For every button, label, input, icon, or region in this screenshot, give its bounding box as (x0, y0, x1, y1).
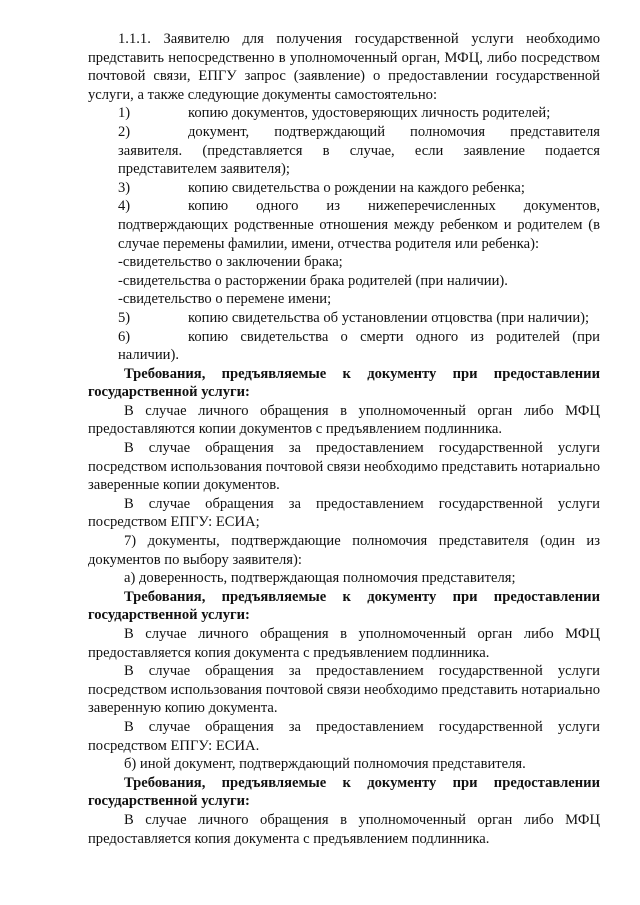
list-item-number: 1) (118, 105, 131, 122)
section-paragraph: В случае обращения за предоставлением государственной услуги посредством ЕПГУ: ЕСИА; (88, 495, 600, 531)
intro-paragraph: 1.1.1. Заявителю для получения государственной услуги необходимо представить непосредственно в уполномоченный орган, МФЦ, либо посредством почтовой связи, ЕПГУ запрос (заявление) о предоставлении государственной услуги, а также следующие документы самостоятельно: (88, 31, 600, 103)
list-item-text: копию свидетельства о рождении на каждого ребенка; (188, 179, 525, 196)
list-item-number: 2) (118, 123, 131, 140)
document-page (88, 30, 600, 848)
list-item-7: 7) документы, подтверждающие полномочия представителя (один из документов по выбору заявителя): (88, 533, 600, 568)
list-item-5 (88, 309, 600, 328)
section-paragraph: В случае личного обращения в уполномоченный орган либо МФЦ предоставляются копии документов с предъявлением подлинника. (88, 402, 600, 438)
section-paragraph: В случае обращения за предоставлением государственной услуги посредством использования почтовой связи необходимо представить нотариально заверенные копии документов. (88, 440, 600, 494)
list-item-3 (88, 179, 600, 198)
dash-item-2: -свидетельства о расторжении брака родителей (при наличии). (118, 272, 508, 289)
list-item-number: 4) (118, 198, 131, 215)
section-paragraph: В случае обращения за предоставлением государственной услуги посредством использования почтовой связи необходимо представить нотариально заверенную копию документа. (88, 663, 600, 717)
list-item-number: 6) (118, 328, 131, 345)
list-item-4 (88, 197, 600, 253)
section-heading-1: Требования, предъявляемые к документу при предоставлении государственной услуги: (88, 365, 600, 401)
list-item-text: копию одного из нижеперечисленных документов, подтверждающих родственные отношения между ребенком и родителем (в случае перемены фамилии, имени, отчества родителя или ребенка): (118, 198, 600, 252)
list-item-text: копию документов, удостоверяющих личность родителей; (188, 105, 551, 122)
dash-item-3: -свидетельство о перемене имени; (118, 291, 332, 308)
list-item-7a: а) доверенность, подтверждающая полномочия представителя; (124, 570, 516, 587)
list-item-number: 3) (118, 179, 131, 196)
list-item-text: документ, подтверждающий полномочия представителя заявителя. (представляется в случае, если заявление подается представителем заявителя); (118, 123, 600, 178)
section-heading-3: Требования, предъявляемые к документу при предоставлении государственной услуги: (88, 774, 600, 810)
list-item-text: копию свидетельства об установлении отцовства (при наличии); (188, 309, 590, 326)
section-heading-2: Требования, предъявляемые к документу при предоставлении государственной услуги: (88, 588, 600, 624)
list-item-6 (88, 328, 600, 365)
list-item-text: копию свидетельства о смерти одного из родителей (при наличии). (118, 328, 600, 364)
list-item-2 (88, 123, 600, 179)
list-item-7b: б) иной документ, подтверждающий полномочия представителя. (124, 756, 526, 773)
dash-item-1: -свидетельство о заключении брака; (118, 254, 343, 271)
section-paragraph: В случае личного обращения в уполномоченный орган либо МФЦ предоставляется копия документа с предъявлением подлинника. (88, 811, 600, 847)
list-item-1 (88, 104, 600, 123)
list-item-number: 5) (118, 309, 131, 326)
section-paragraph: В случае обращения за предоставлением государственной услуги посредством ЕПГУ: ЕСИА. (88, 718, 600, 754)
section-paragraph: В случае личного обращения в уполномоченный орган либо МФЦ предоставляется копия документа с предъявлением подлинника. (88, 626, 600, 661)
